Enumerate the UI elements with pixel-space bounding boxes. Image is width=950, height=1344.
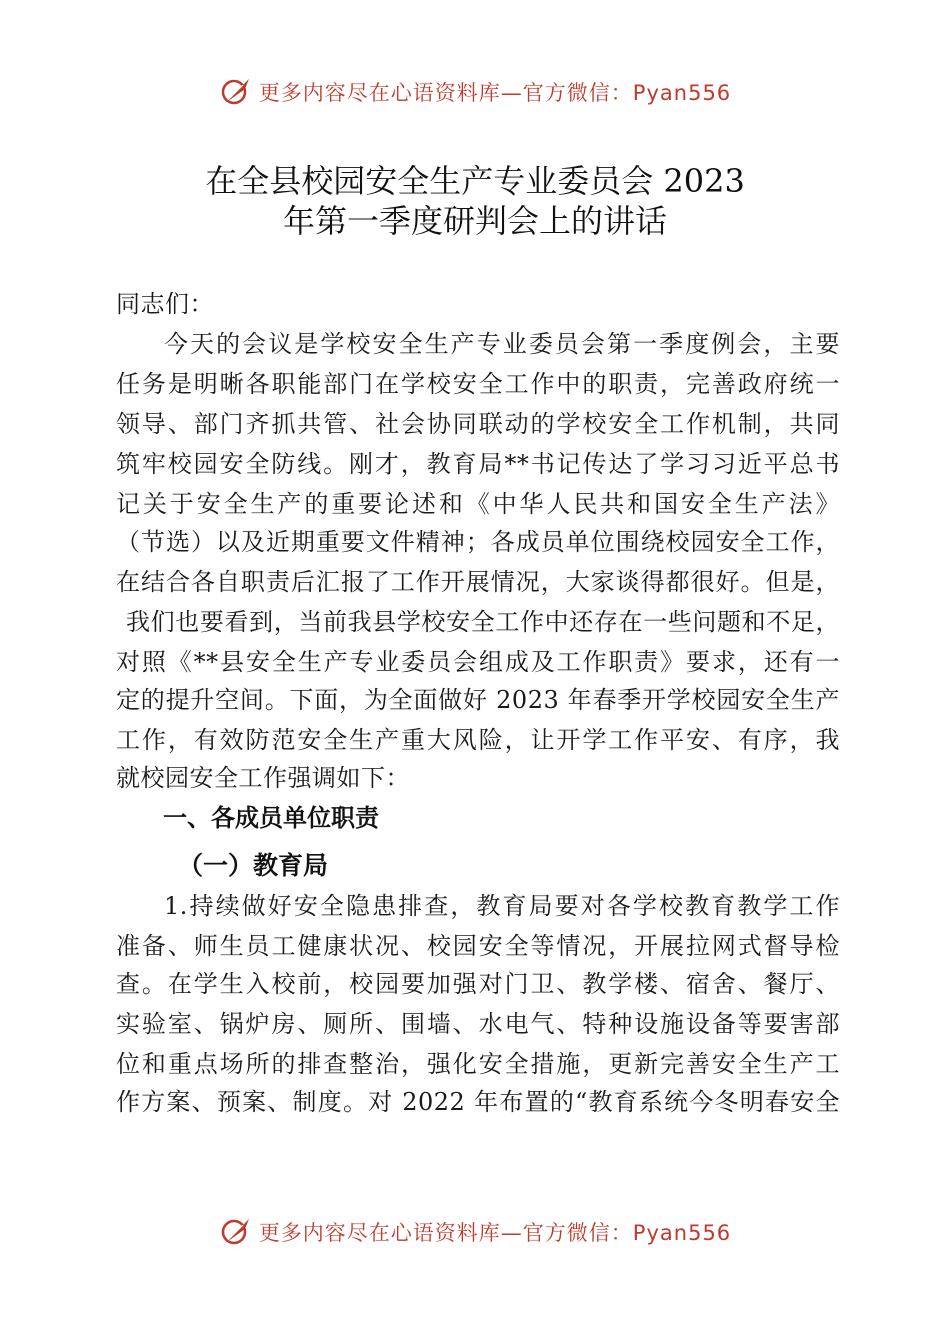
body-line: 工作，有效防范安全生产重大风险，让开学工作平安、有序，我 xyxy=(116,726,840,754)
body-line: 作方案、预案、制度。对 2022 年布置的“教育系统今冬明春安全 xyxy=(116,1088,840,1116)
body-line: 实验室、锅炉房、厕所、围墙、水电气、特种设施设备等要害部 xyxy=(116,1010,840,1038)
body-line: 对照《**县安全生产专业委员会组成及工作职责》要求，还有一 xyxy=(116,648,840,676)
body-line: 我们也要看到，当前我县学校安全工作中还存在一些问题和不足， xyxy=(126,608,840,636)
watermark-text: 更多内容尽在心语资料库—官方微信：Pyan556 xyxy=(258,81,732,105)
body-line: 就校园安全工作强调如下： xyxy=(116,764,410,792)
watermark-text: 更多内容尽在心语资料库—官方微信：Pyan556 xyxy=(258,1221,732,1245)
body-line: 记关于安全生产的重要论述和《中华人民共和国安全生产法》 xyxy=(116,490,840,518)
body-line: 查。在学生入校前，校园要加强对门卫、教学楼、宿舍、餐厅、 xyxy=(116,970,840,998)
body-line: 在结合各自职责后汇报了工作开展情况，大家谈得都很好。但是， xyxy=(116,568,840,596)
document-title-line-1: 在全县校园安全生产专业委员会 2023 xyxy=(205,162,745,200)
quill-pen-logo-icon xyxy=(219,1215,253,1249)
body-line: 领导、部门齐抓共管、社会协同联动的学校安全工作机制，共同 xyxy=(116,410,840,438)
body-line: （节选）以及近期重要文件精神；各成员单位围绕校园安全工作， xyxy=(116,528,840,556)
subsection-heading: （一）教育局 xyxy=(178,851,329,880)
body-line: 1.持续做好安全隐患排查，教育局要对各学校教育教学工作 xyxy=(164,892,840,920)
body-line: 准备、师生员工健康状况、校园安全等情况，开展拉网式督导检 xyxy=(116,932,840,960)
body-line: 今天的会议是学校安全生产专业委员会第一季度例会，主要 xyxy=(164,330,840,358)
salutation: 同志们： xyxy=(116,290,214,318)
document-title-line-2: 年第一季度研判会上的讲话 xyxy=(282,202,667,240)
body-line: 定的提升空间。下面，为全面做好 2023 年春季开学校园安全生产 xyxy=(116,686,840,714)
watermark-banner-bottom xyxy=(0,1212,950,1252)
body-line: 筑牢校园安全防线。刚才，教育局**书记传达了学习习近平总书 xyxy=(116,450,840,478)
body-line: 任务是明晰各职能部门在学校安全工作中的职责，完善政府统一 xyxy=(116,370,840,398)
body-line: 位和重点场所的排查整治，强化安全措施，更新完善安全生产工 xyxy=(116,1050,840,1078)
quill-pen-logo-icon xyxy=(219,75,253,109)
watermark-banner-top xyxy=(0,72,950,112)
section-heading: 一、各成员单位职责 xyxy=(163,804,379,832)
